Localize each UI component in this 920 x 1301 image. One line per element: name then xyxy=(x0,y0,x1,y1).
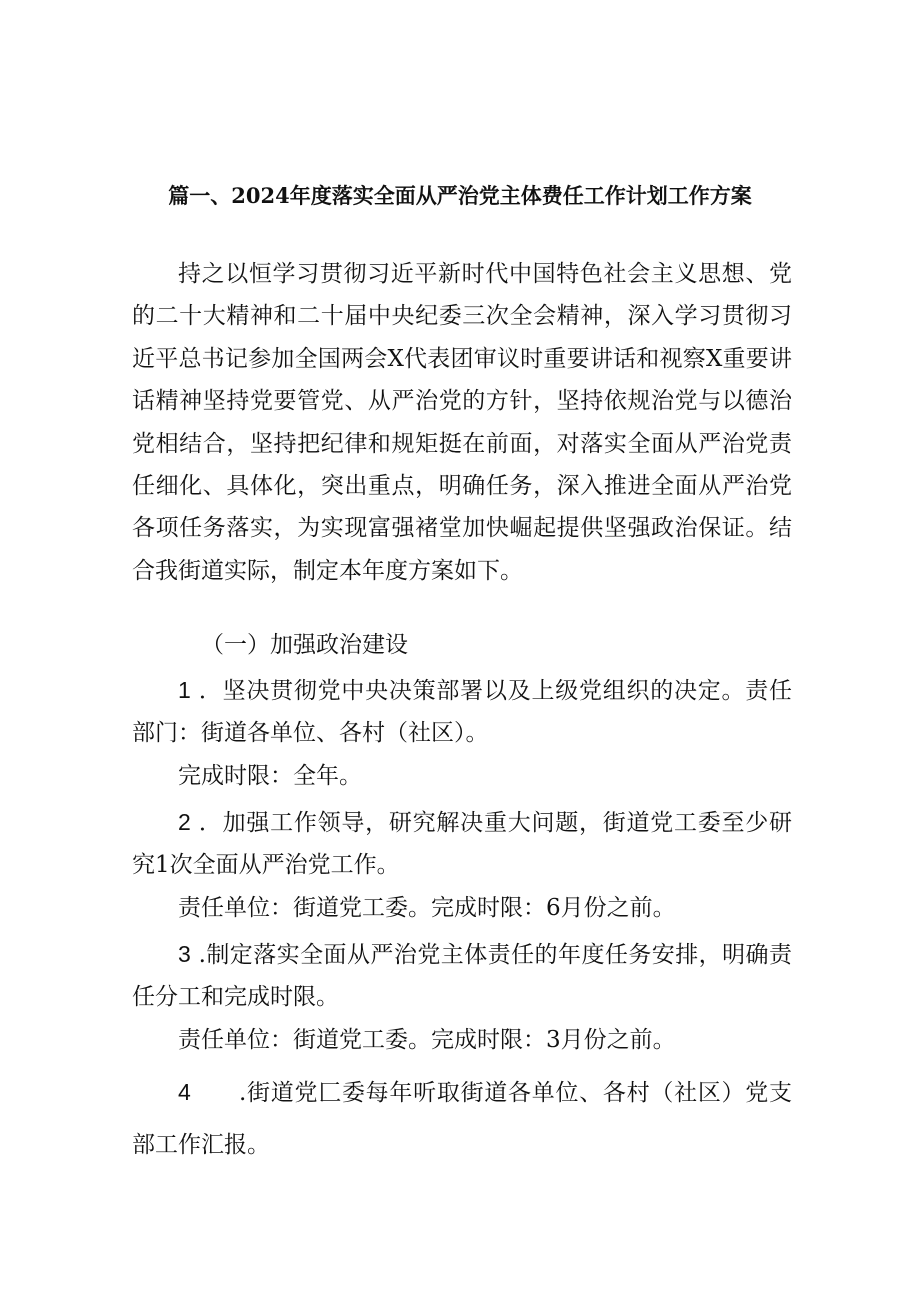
item-paragraph xyxy=(132,1066,792,1171)
item-text: .街道党匚委每年听取街道各单位、各村（社区）党支部工作汇报。 xyxy=(132,1080,792,1158)
item-deadline: 完成时限：全年。 xyxy=(178,763,362,789)
item-number: 4 xyxy=(178,1079,191,1105)
section-heading: （一）加强政治建设 xyxy=(201,632,408,658)
item-number: 3 xyxy=(178,941,191,967)
item-paragraph xyxy=(132,669,792,755)
item-number: 1 xyxy=(178,677,191,703)
item-number: 2 xyxy=(178,809,191,835)
item-paragraph xyxy=(132,933,792,1019)
item-deadline: 责任单位：街道党工委。完成时限：3月份之前。 xyxy=(178,1027,676,1053)
item-text: ．坚决贯彻党中央决策部署以及上级党组织的决定。责任部门：街道各单位、各村（社区）。 xyxy=(132,678,793,747)
document-title: 篇一、2024年度落实全面从严治党主体费任工作计划工作方案 xyxy=(168,183,752,208)
item-text: ．加强工作领导，研究解决重大问题，街道党工委至少研究1次全面从严治党工作。 xyxy=(132,810,793,879)
item-text: .制定落实全面从严治党主体责任的年度任务安排，明确责任分工和完成时限。 xyxy=(132,942,793,1011)
item-deadline: 责任单位：街道党工委。完成时限：6月份之前。 xyxy=(178,895,676,921)
item-paragraph xyxy=(132,801,792,887)
intro-paragraph: 持之以恒学习贯彻习近平新时代中国特色社会主义思想、党的二十大精神和二十届中央纪委三次全会精神，深入学习贯彻习近平总书记参加全国两会X代表团审议时重要讲话和视察X重要讲话精神坚持党要管党、从严治党的方针，坚持依规治党与以德治党相结合，坚持把纪律和规矩挺在前面，对落实全面从严治党责任细化、具体化，突出重点，明确任务，深入推进全面从严治党各项任务落实，为实现富强褚堂加快崛起提供坚强政治保证。结合我街道实际，制定本年度方案如下。 xyxy=(132,261,792,584)
